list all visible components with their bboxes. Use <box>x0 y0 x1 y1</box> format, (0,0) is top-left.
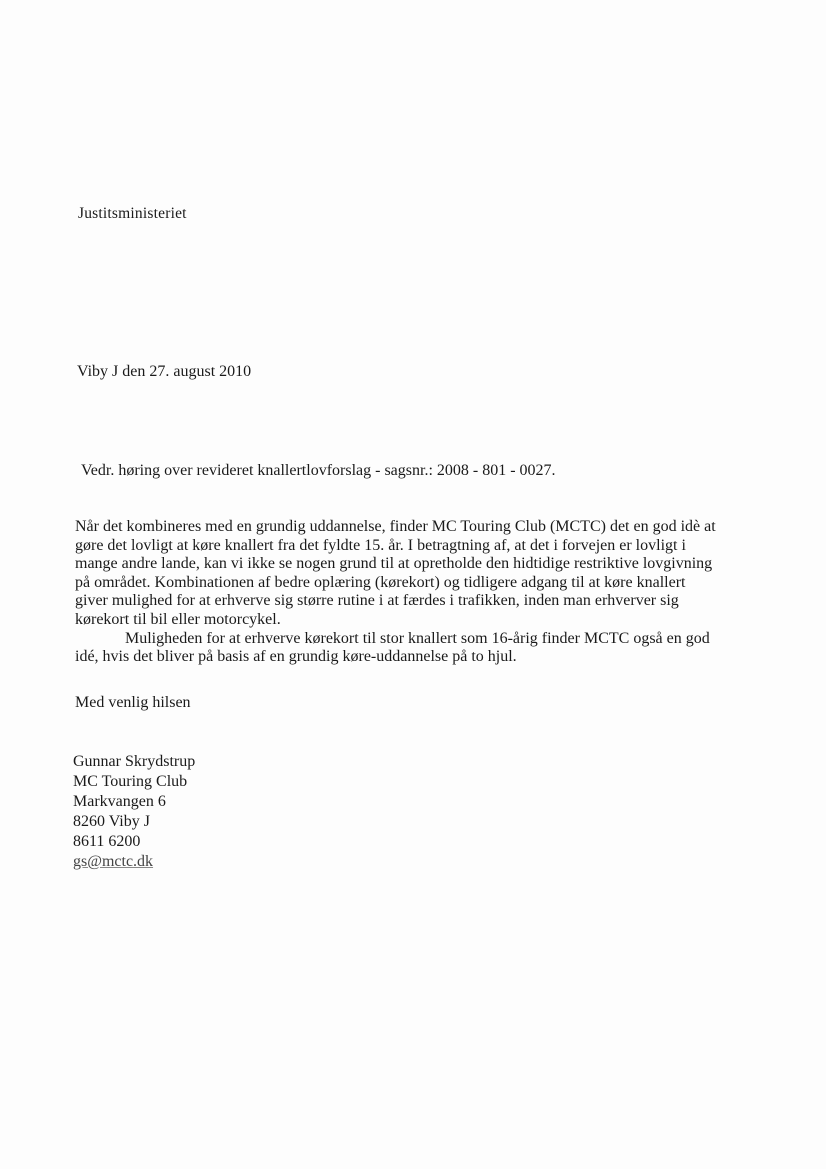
body-line: gøre det lovligt at køre knallert fra det fyldte 15. år. I betragtning af, at det i forvejen er lovligt i <box>75 536 686 554</box>
body-line: kørekort til bil eller motorcykel. <box>75 610 281 628</box>
body-line: Når det kombineres med en grundig uddannelse, finder MC Touring Club (MCTC) det en god idè at <box>75 518 716 535</box>
signature-street: Markvangen 6 <box>73 793 166 810</box>
recipient: Justitsministeriet <box>78 205 187 222</box>
body-line: idé, hvis det bliver på basis af en grundig køre-uddannelse på to hjul. <box>75 648 517 666</box>
signature-email[interactable]: gs@mctc.dk <box>73 853 154 870</box>
dateline: Viby J den 27. august 2010 <box>77 363 252 380</box>
body-line: på området. Kombinationen af bedre oplæring (kørekort) og tidligere adgang til at køre knallert <box>75 573 686 591</box>
signature-city: 8260 Viby J <box>73 813 150 830</box>
body-line: Muligheden for at erhverve kørekort til stor knallert som 16-årig finder MCTC også en god <box>125 629 710 647</box>
signature-name: Gunnar Skrydstrup <box>73 753 196 770</box>
subject-line: Vedr. høring over revideret knallertlovforslag - sagsnr.: 2008 - 801 - 0027. <box>81 462 556 479</box>
signature-organization: MC Touring Club <box>73 773 188 790</box>
body-line: giver mulighed for at erhverve sig større rutine i at færdes i trafikken, inden man erhverver sig <box>75 592 679 610</box>
closing: Med venlig hilsen <box>75 694 191 711</box>
body-line: mange andre lande, kan vi ikke se nogen grund til at opretholde den hidtidige restriktive lovgivning <box>75 555 713 573</box>
letter-body <box>75 518 765 667</box>
signature-phone: 8611 6200 <box>73 833 141 850</box>
signature-block <box>73 752 195 872</box>
